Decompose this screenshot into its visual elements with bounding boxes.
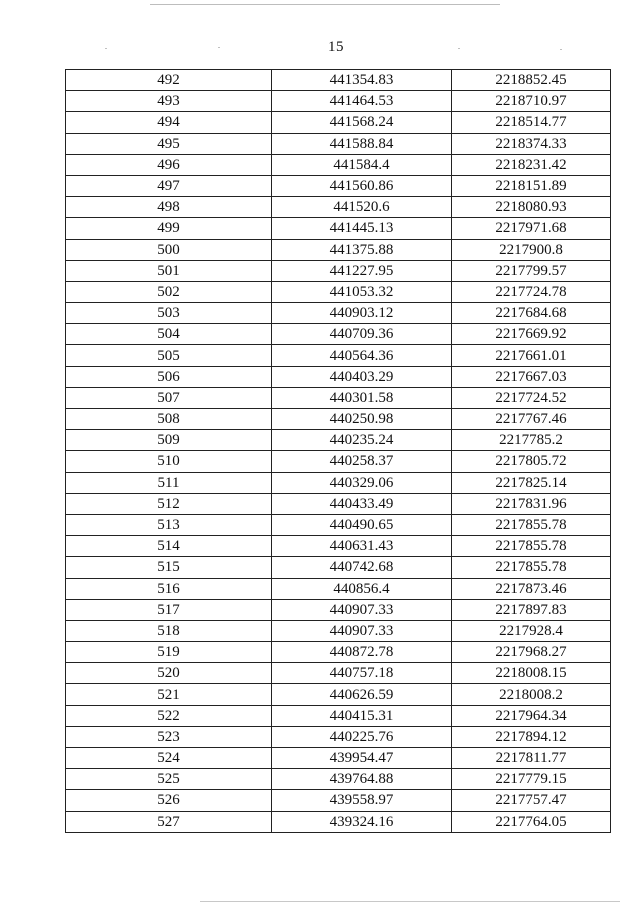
table-row [66,112,611,133]
point-number-cell: 499 [66,218,272,239]
point-number-cell: 502 [66,281,272,302]
table-row [66,748,611,769]
y-coordinate-cell: 2218231.42 [452,154,611,175]
x-coordinate-cell: 440415.31 [272,705,452,726]
x-coordinate-cell: 440564.36 [272,345,452,366]
point-number-cell: 522 [66,705,272,726]
point-number-cell: 527 [66,811,272,832]
x-coordinate-cell: 440235.24 [272,430,452,451]
table-row [66,642,611,663]
point-number-cell: 503 [66,303,272,324]
table-row [66,281,611,302]
page-number: 15 [328,39,344,55]
y-coordinate-cell: 2217900.8 [452,239,611,260]
y-coordinate-cell: 2217667.03 [452,366,611,387]
x-coordinate-cell: 441588.84 [272,133,452,154]
table-row [66,303,611,324]
point-number-cell: 520 [66,663,272,684]
coordinate-table-body [66,70,611,833]
point-number-cell: 523 [66,726,272,747]
x-coordinate-cell: 441227.95 [272,260,452,281]
table-row [66,536,611,557]
x-coordinate-cell: 440856.4 [272,578,452,599]
table-row [66,260,611,281]
y-coordinate-cell: 2217669.92 [452,324,611,345]
table-row [66,197,611,218]
table-row [66,218,611,239]
y-coordinate-cell: 2217724.52 [452,387,611,408]
point-number-cell: 498 [66,197,272,218]
y-coordinate-cell: 2218852.45 [452,70,611,91]
point-number-cell: 505 [66,345,272,366]
point-number-cell: 518 [66,620,272,641]
table-row [66,684,611,705]
y-coordinate-cell: 2217805.72 [452,451,611,472]
y-coordinate-cell: 2217724.78 [452,281,611,302]
x-coordinate-cell: 441560.86 [272,175,452,196]
table-row [66,726,611,747]
y-coordinate-cell: 2217811.77 [452,748,611,769]
y-coordinate-cell: 2218514.77 [452,112,611,133]
y-coordinate-cell: 2217767.46 [452,409,611,430]
table-row [66,599,611,620]
x-coordinate-cell: 441464.53 [272,91,452,112]
x-coordinate-cell: 440757.18 [272,663,452,684]
x-coordinate-cell: 441375.88 [272,239,452,260]
table-row [66,620,611,641]
y-coordinate-cell: 2217928.4 [452,620,611,641]
y-coordinate-cell: 2218080.93 [452,197,611,218]
x-coordinate-cell: 441520.6 [272,197,452,218]
y-coordinate-cell: 2217779.15 [452,769,611,790]
x-coordinate-cell: 439764.88 [272,769,452,790]
y-coordinate-cell: 2217799.57 [452,260,611,281]
y-coordinate-cell: 2217825.14 [452,472,611,493]
y-coordinate-cell: 2217785.2 [452,430,611,451]
x-coordinate-cell: 440329.06 [272,472,452,493]
x-coordinate-cell: 440258.37 [272,451,452,472]
table-row [66,557,611,578]
point-number-cell: 508 [66,409,272,430]
table-row [66,790,611,811]
x-coordinate-cell: 440301.58 [272,387,452,408]
point-number-cell: 521 [66,684,272,705]
x-coordinate-cell: 439324.16 [272,811,452,832]
table-row [66,451,611,472]
point-number-cell: 512 [66,493,272,514]
x-coordinate-cell: 441568.24 [272,112,452,133]
table-row [66,493,611,514]
y-coordinate-cell: 2217757.47 [452,790,611,811]
table-row [66,705,611,726]
table-row [66,175,611,196]
x-coordinate-cell: 440872.78 [272,642,452,663]
x-coordinate-cell: 440250.98 [272,409,452,430]
table-row [66,133,611,154]
x-coordinate-cell: 440709.36 [272,324,452,345]
table-row [66,366,611,387]
scan-bottom-rule [200,901,620,902]
x-coordinate-cell: 439954.47 [272,748,452,769]
point-number-cell: 497 [66,175,272,196]
point-number-cell: 513 [66,514,272,535]
x-coordinate-cell: 440626.59 [272,684,452,705]
coordinate-table [65,69,611,833]
y-coordinate-cell: 2217971.68 [452,218,611,239]
point-number-cell: 515 [66,557,272,578]
point-number-cell: 511 [66,472,272,493]
y-coordinate-cell: 2217894.12 [452,726,611,747]
x-coordinate-cell: 441445.13 [272,218,452,239]
y-coordinate-cell: 2218008.15 [452,663,611,684]
x-coordinate-cell: 439558.97 [272,790,452,811]
table-row [66,409,611,430]
x-coordinate-cell: 440907.33 [272,620,452,641]
point-number-cell: 525 [66,769,272,790]
point-number-cell: 493 [66,91,272,112]
point-number-cell: 514 [66,536,272,557]
y-coordinate-cell: 2217897.83 [452,599,611,620]
y-coordinate-cell: 2217855.78 [452,557,611,578]
point-number-cell: 496 [66,154,272,175]
table-row [66,70,611,91]
x-coordinate-cell: 440907.33 [272,599,452,620]
y-coordinate-cell: 2217661.01 [452,345,611,366]
point-number-cell: 501 [66,260,272,281]
y-coordinate-cell: 2217855.78 [452,536,611,557]
x-coordinate-cell: 440742.68 [272,557,452,578]
y-coordinate-cell: 2217873.46 [452,578,611,599]
point-number-cell: 500 [66,239,272,260]
y-coordinate-cell: 2218374.33 [452,133,611,154]
table-row [66,387,611,408]
table-row [66,345,611,366]
x-coordinate-cell: 441053.32 [272,281,452,302]
x-coordinate-cell: 440631.43 [272,536,452,557]
table-row [66,239,611,260]
point-number-cell: 524 [66,748,272,769]
y-coordinate-cell: 2217855.78 [452,514,611,535]
x-coordinate-cell: 440225.76 [272,726,452,747]
point-number-cell: 506 [66,366,272,387]
y-coordinate-cell: 2217684.68 [452,303,611,324]
point-number-cell: 519 [66,642,272,663]
table-row [66,154,611,175]
point-number-cell: 510 [66,451,272,472]
table-row [66,514,611,535]
x-coordinate-cell: 441354.83 [272,70,452,91]
table-row [66,769,611,790]
table-row [66,324,611,345]
table-row [66,91,611,112]
point-number-cell: 517 [66,599,272,620]
x-coordinate-cell: 440903.12 [272,303,452,324]
x-coordinate-cell: 440403.29 [272,366,452,387]
point-number-cell: 492 [66,70,272,91]
y-coordinate-cell: 2218008.2 [452,684,611,705]
point-number-cell: 516 [66,578,272,599]
point-number-cell: 507 [66,387,272,408]
point-number-cell: 504 [66,324,272,345]
point-number-cell: 509 [66,430,272,451]
x-coordinate-cell: 440433.49 [272,493,452,514]
x-coordinate-cell: 440490.65 [272,514,452,535]
y-coordinate-cell: 2217831.96 [452,493,611,514]
x-coordinate-cell: 441584.4 [272,154,452,175]
y-coordinate-cell: 2217964.34 [452,705,611,726]
point-number-cell: 494 [66,112,272,133]
table-row [66,430,611,451]
scan-top-rule [150,4,500,5]
table-row [66,472,611,493]
point-number-cell: 495 [66,133,272,154]
point-number-cell: 526 [66,790,272,811]
table-row [66,811,611,832]
y-coordinate-cell: 2218710.97 [452,91,611,112]
y-coordinate-cell: 2217968.27 [452,642,611,663]
table-row [66,663,611,684]
y-coordinate-cell: 2218151.89 [452,175,611,196]
y-coordinate-cell: 2217764.05 [452,811,611,832]
table-row [66,578,611,599]
